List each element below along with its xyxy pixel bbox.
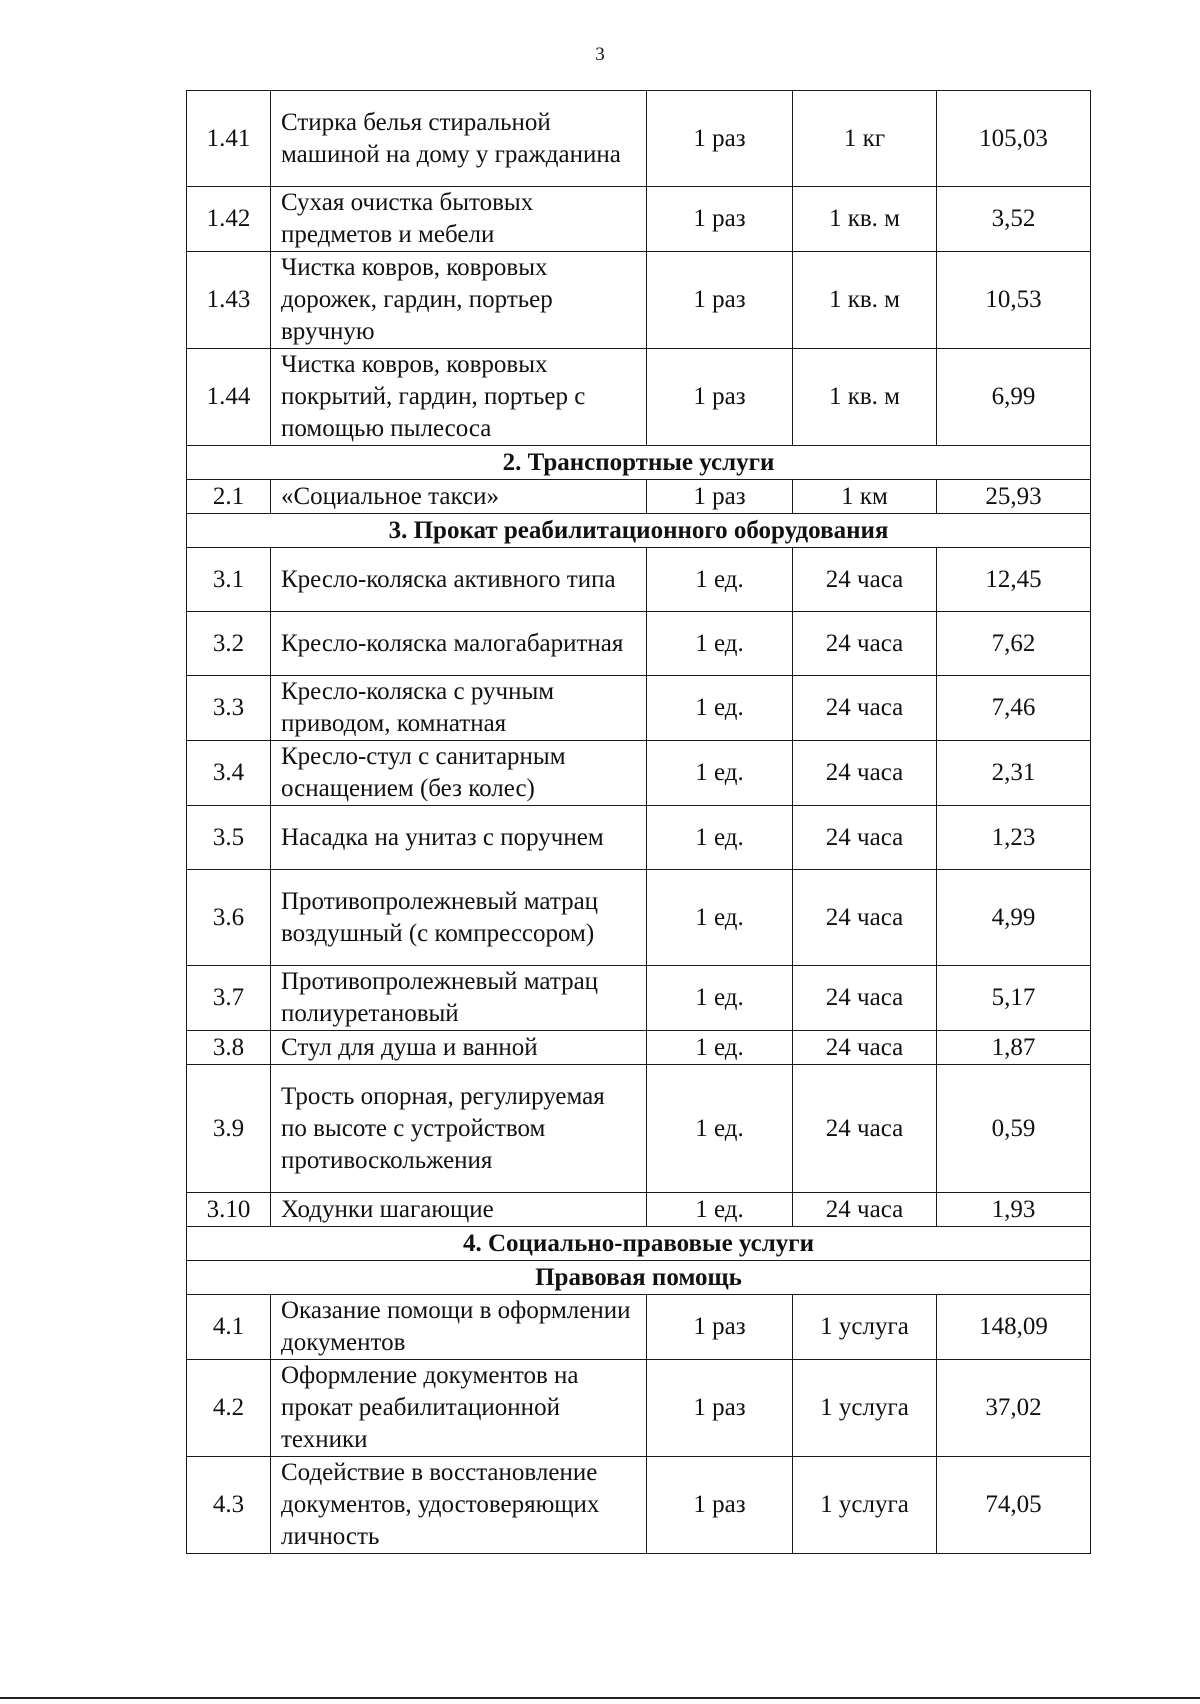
bottom-rule	[0, 1697, 1200, 1699]
cell-qty: 1 ед.	[647, 741, 793, 806]
cell-name: Насадка на унитаз с поручнем	[271, 806, 647, 870]
table-row	[187, 741, 1091, 806]
subsection-heading-title: Правовая помощь	[187, 1261, 1091, 1295]
cell-num: 3.1	[187, 548, 271, 612]
cell-unit: 1 услуга	[793, 1360, 937, 1457]
cell-price: 5,17	[937, 966, 1091, 1031]
cell-unit: 24 часа	[793, 548, 937, 612]
cell-unit: 1 услуга	[793, 1457, 937, 1554]
cell-price: 7,62	[937, 612, 1091, 676]
cell-name: Противопролежневый матрац воздушный (с компрессором)	[271, 870, 647, 966]
cell-unit: 1 кг	[793, 91, 937, 187]
subsection-heading	[187, 1261, 1091, 1295]
cell-price: 4,99	[937, 870, 1091, 966]
cell-unit: 24 часа	[793, 741, 937, 806]
table-row	[187, 349, 1091, 446]
cell-price: 25,93	[937, 480, 1091, 514]
cell-unit: 24 часа	[793, 1193, 937, 1227]
cell-qty: 1 ед.	[647, 806, 793, 870]
cell-qty: 1 раз	[647, 187, 793, 252]
cell-num: 4.2	[187, 1360, 271, 1457]
cell-price: 1,87	[937, 1031, 1091, 1065]
cell-qty: 1 ед.	[647, 966, 793, 1031]
cell-unit: 1 км	[793, 480, 937, 514]
cell-qty: 1 раз	[647, 1295, 793, 1360]
cell-unit: 24 часа	[793, 1031, 937, 1065]
section-heading-title: 2. Транспортные услуги	[187, 446, 1091, 480]
cell-price: 3,52	[937, 187, 1091, 252]
cell-qty: 1 раз	[647, 1457, 793, 1554]
cell-qty: 1 ед.	[647, 612, 793, 676]
table-row	[187, 548, 1091, 612]
cell-name: Содействие в восстановление документов, удостоверяющих личность	[271, 1457, 647, 1554]
cell-num: 1.44	[187, 349, 271, 446]
cell-num: 4.1	[187, 1295, 271, 1360]
cell-price: 10,53	[937, 252, 1091, 349]
cell-price: 105,03	[937, 91, 1091, 187]
cell-unit: 24 часа	[793, 676, 937, 741]
cell-name: Стирка белья стиральной машиной на дому у гражданина	[271, 91, 647, 187]
cell-num: 3.8	[187, 1031, 271, 1065]
table-row	[187, 1457, 1091, 1554]
cell-qty: 1 ед.	[647, 1193, 793, 1227]
table-row	[187, 91, 1091, 187]
cell-qty: 1 раз	[647, 480, 793, 514]
cell-num: 4.3	[187, 1457, 271, 1554]
cell-num: 1.43	[187, 252, 271, 349]
cell-price: 7,46	[937, 676, 1091, 741]
cell-unit: 24 часа	[793, 612, 937, 676]
table-row	[187, 1295, 1091, 1360]
table-body	[187, 91, 1091, 1554]
cell-unit: 1 кв. м	[793, 252, 937, 349]
cell-name: Кресло-коляска активного типа	[271, 548, 647, 612]
table-row	[187, 676, 1091, 741]
cell-qty: 1 ед.	[647, 1031, 793, 1065]
cell-unit: 24 часа	[793, 806, 937, 870]
table-row	[187, 1193, 1091, 1227]
cell-name: Кресло-коляска малогабаритная	[271, 612, 647, 676]
cell-num: 3.9	[187, 1065, 271, 1193]
cell-qty: 1 ед.	[647, 548, 793, 612]
table-row	[187, 870, 1091, 966]
cell-num: 3.4	[187, 741, 271, 806]
cell-num: 3.7	[187, 966, 271, 1031]
cell-price: 12,45	[937, 548, 1091, 612]
section-heading-title: 4. Социально-правовые услуги	[187, 1227, 1091, 1261]
table-row	[187, 612, 1091, 676]
cell-qty: 1 раз	[647, 349, 793, 446]
section-heading	[187, 1227, 1091, 1261]
cell-qty: 1 раз	[647, 91, 793, 187]
table-row	[187, 1031, 1091, 1065]
cell-price: 1,93	[937, 1193, 1091, 1227]
cell-num: 3.2	[187, 612, 271, 676]
section-heading-title: 3. Прокат реабилитационного оборудования	[187, 514, 1091, 548]
cell-name: Трость опорная, регулируемая по высоте с устройством противоскольжения	[271, 1065, 647, 1193]
table-row	[187, 1360, 1091, 1457]
cell-num: 3.6	[187, 870, 271, 966]
cell-price: 6,99	[937, 349, 1091, 446]
table-row	[187, 187, 1091, 252]
cell-name: Ходунки шагающие	[271, 1193, 647, 1227]
cell-name: Стул для душа и ванной	[271, 1031, 647, 1065]
table-row	[187, 480, 1091, 514]
page-number: 3	[595, 44, 605, 65]
cell-num: 3.3	[187, 676, 271, 741]
cell-name: Сухая очистка бытовых предметов и мебели	[271, 187, 647, 252]
table-row	[187, 806, 1091, 870]
cell-num: 2.1	[187, 480, 271, 514]
cell-price: 1,23	[937, 806, 1091, 870]
cell-unit: 24 часа	[793, 1065, 937, 1193]
cell-name: Оказание помощи в оформлении документов	[271, 1295, 647, 1360]
cell-unit: 1 услуга	[793, 1295, 937, 1360]
cell-price: 0,59	[937, 1065, 1091, 1193]
cell-unit: 24 часа	[793, 966, 937, 1031]
section-heading	[187, 514, 1091, 548]
cell-price: 37,02	[937, 1360, 1091, 1457]
cell-qty: 1 раз	[647, 1360, 793, 1457]
cell-price: 74,05	[937, 1457, 1091, 1554]
table-row	[187, 252, 1091, 349]
cell-name: «Социальное такси»	[271, 480, 647, 514]
cell-num: 1.42	[187, 187, 271, 252]
cell-unit: 1 кв. м	[793, 187, 937, 252]
cell-qty: 1 ед.	[647, 870, 793, 966]
cell-qty: 1 ед.	[647, 676, 793, 741]
cell-price: 148,09	[937, 1295, 1091, 1360]
table-row	[187, 1065, 1091, 1193]
cell-price: 2,31	[937, 741, 1091, 806]
cell-num: 3.10	[187, 1193, 271, 1227]
section-heading	[187, 446, 1091, 480]
cell-name: Кресло-стул с санитарным оснащением (без колес)	[271, 741, 647, 806]
cell-name: Чистка ковров, ковровых дорожек, гардин, портьер вручную	[271, 252, 647, 349]
cell-qty: 1 ед.	[647, 1065, 793, 1193]
cell-unit: 1 кв. м	[793, 349, 937, 446]
cell-unit: 24 часа	[793, 870, 937, 966]
cell-qty: 1 раз	[647, 252, 793, 349]
cell-name: Чистка ковров, ковровых покрытий, гардин, портьер с помощью пылесоса	[271, 349, 647, 446]
cell-name: Оформление документов на прокат реабилитационной техники	[271, 1360, 647, 1457]
table-row	[187, 966, 1091, 1031]
cell-num: 3.5	[187, 806, 271, 870]
cell-name: Кресло-коляска с ручным приводом, комнатная	[271, 676, 647, 741]
cell-name: Противопролежневый матрац полиуретановый	[271, 966, 647, 1031]
cell-num: 1.41	[187, 91, 271, 187]
price-table	[186, 90, 1091, 1554]
